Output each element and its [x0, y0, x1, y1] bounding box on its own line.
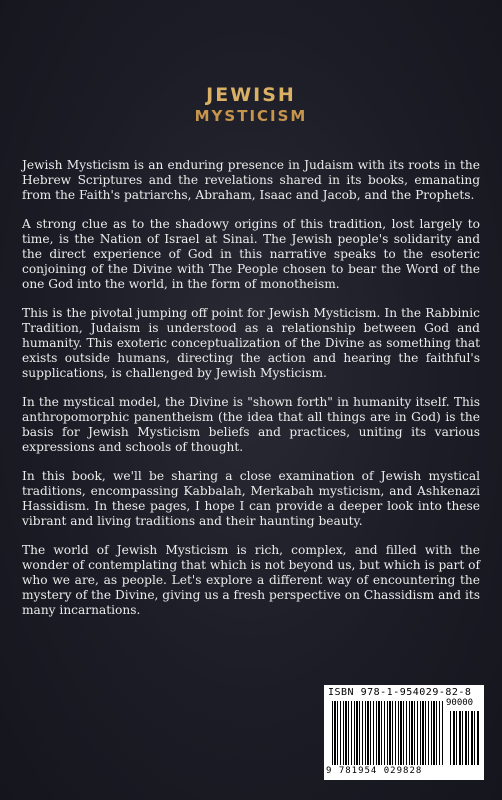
barcode-supplement-bars [450, 711, 480, 765]
isbn-barcode [324, 685, 484, 780]
barcode-digits: 9 781954 029828 [326, 766, 423, 776]
blurb-paragraph-1: Jewish Mysticism is an enduring presence in Judaism with its roots in the Hebrew Scriptures and the revelations shared in its books, emanating from the Faith's patriarchs, Abraham, Isaac and Jacob, and the Prophets. [22, 158, 480, 202]
blurb-paragraph-3: This is the pivotal jumping off point for Jewish Mysticism. In the Rabbinic Tradition, Judaism is understood as a relationship between God and humanity. This exoteric conceptualization of the Divine as something that exists outside humans, directing the action and hearing the faithful's supplications, is challenged by Jewish Mysticism. [22, 306, 480, 380]
barcode-bars [332, 701, 444, 765]
title-line-2: MYSTICISM [194, 107, 308, 125]
isbn-label: ISBN 978-1-954029-82-8 [328, 687, 472, 698]
barcode-supplement-number: 90000 [446, 698, 474, 708]
blurb-text [22, 158, 480, 632]
blurb-paragraph-2: A strong clue as to the shadowy origins of this tradition, lost largely to time, is the Nation of Israel at Sinai. The Jewish people's solidarity and the direct experience of God in this narrative speaks to the esoteric conjoining of the Divine with The People chosen to bear the Word of the one God into the world, in the form of monotheism. [22, 217, 480, 291]
blurb-paragraph-6: The world of Jewish Mysticism is rich, complex, and filled with the wonder of contemplating that which is not beyond us, but which is part of who we are, as people. Let's explore a different way of encountering the mystery of the Divine, giving us a fresh perspective on Chassidism and its many incarnations. [22, 543, 480, 617]
book-title [0, 84, 502, 126]
blurb-paragraph-4: In the mystical model, the Divine is "shown forth" in humanity itself. This anthropomorphic panentheism (the idea that all things are in God) is the basis for Jewish Mysticism beliefs and practices, uniting its various expressions and schools of thought. [22, 395, 480, 454]
title-line-1: JEWISH [206, 84, 296, 106]
blurb-paragraph-5: In this book, we'll be sharing a close examination of Jewish mystical traditions, encompassing Kabbalah, Merkabah mysticism, and Ashkenazi Hassidism. In these pages, I hope I can provide a deeper look into these vibrant and living traditions and their haunting beauty. [22, 469, 480, 528]
